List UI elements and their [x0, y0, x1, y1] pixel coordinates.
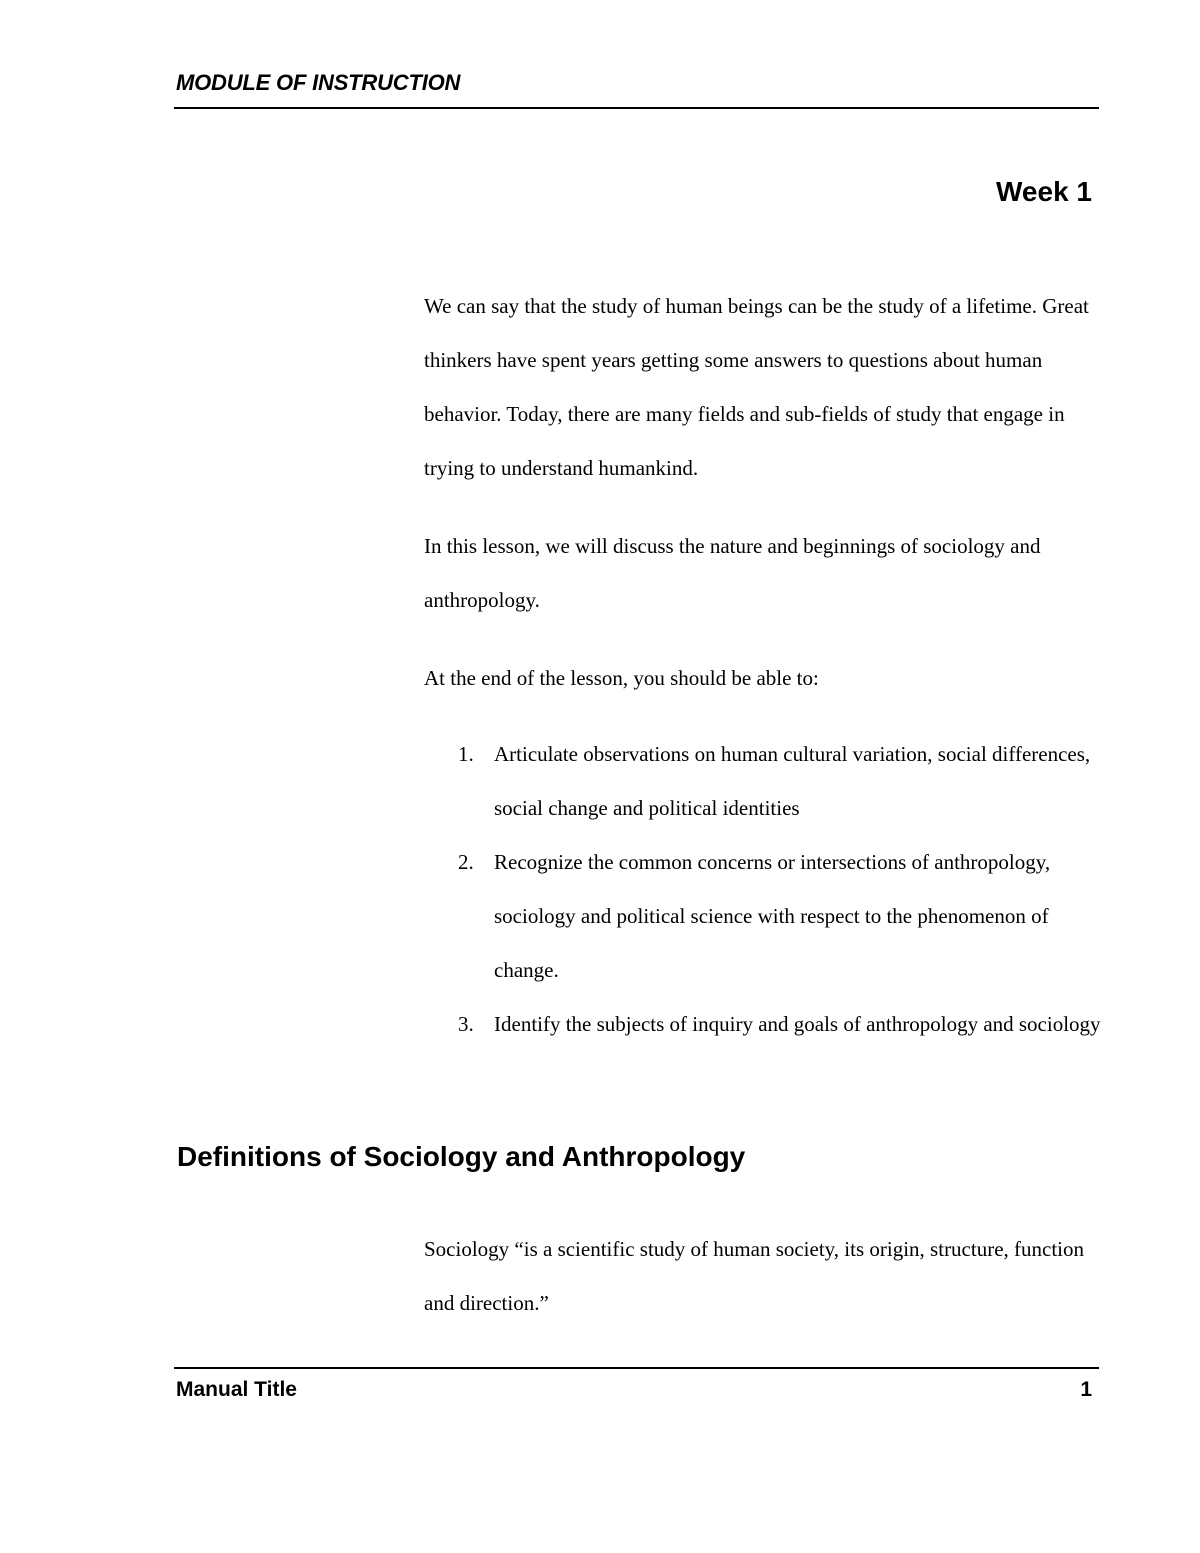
intro-paragraph-2	[424, 519, 1104, 627]
week-label: Week 1	[996, 176, 1092, 207]
section-paragraph	[424, 1222, 1104, 1330]
intro-paragraph-1	[424, 279, 1104, 495]
footer-manual-title: Manual Title	[176, 1378, 297, 1401]
objective-text: Recognize the common concerns or intersections of anthropology, sociology and political science with respect to the phenomenon of change.	[494, 850, 1051, 982]
objective-item-1	[424, 727, 1104, 835]
objective-text: Identify the subjects of inquiry and goals of anthropology and sociology	[494, 1012, 1101, 1036]
header-divider	[174, 107, 1099, 109]
objective-text: Articulate observations on human cultural variation, social differences, social change and political identities	[494, 742, 1091, 820]
objective-item-2	[424, 835, 1104, 997]
section-paragraph-text: Sociology “is a scientific study of human society, its origin, structure, function and direction.”	[424, 1237, 1085, 1315]
intro-paragraph-3-text: At the end of the lesson, you should be able to:	[424, 666, 819, 690]
footer-page-number: 1	[1080, 1378, 1092, 1401]
objective-number: 3.	[458, 1012, 474, 1036]
objectives-list	[424, 727, 1104, 1051]
module-header-title: MODULE OF INSTRUCTION	[176, 70, 461, 95]
intro-paragraph-3	[424, 651, 1104, 705]
objective-number: 2.	[458, 850, 474, 874]
intro-paragraph-2-text: In this lesson, we will discuss the nature and beginnings of sociology and anthropology.	[424, 534, 1041, 612]
objective-number: 1.	[458, 742, 474, 766]
footer-divider	[174, 1367, 1099, 1369]
objective-item-3	[424, 997, 1104, 1051]
section-heading: Definitions of Sociology and Anthropology	[177, 1141, 746, 1172]
intro-paragraph-1-text: We can say that the study of human beings can be the study of a lifetime. Great thinkers have spent years getting some answers to questions about human behavior. Today, there are many fields and sub-fields of study that engage in trying to understand humankind.	[424, 294, 1089, 480]
